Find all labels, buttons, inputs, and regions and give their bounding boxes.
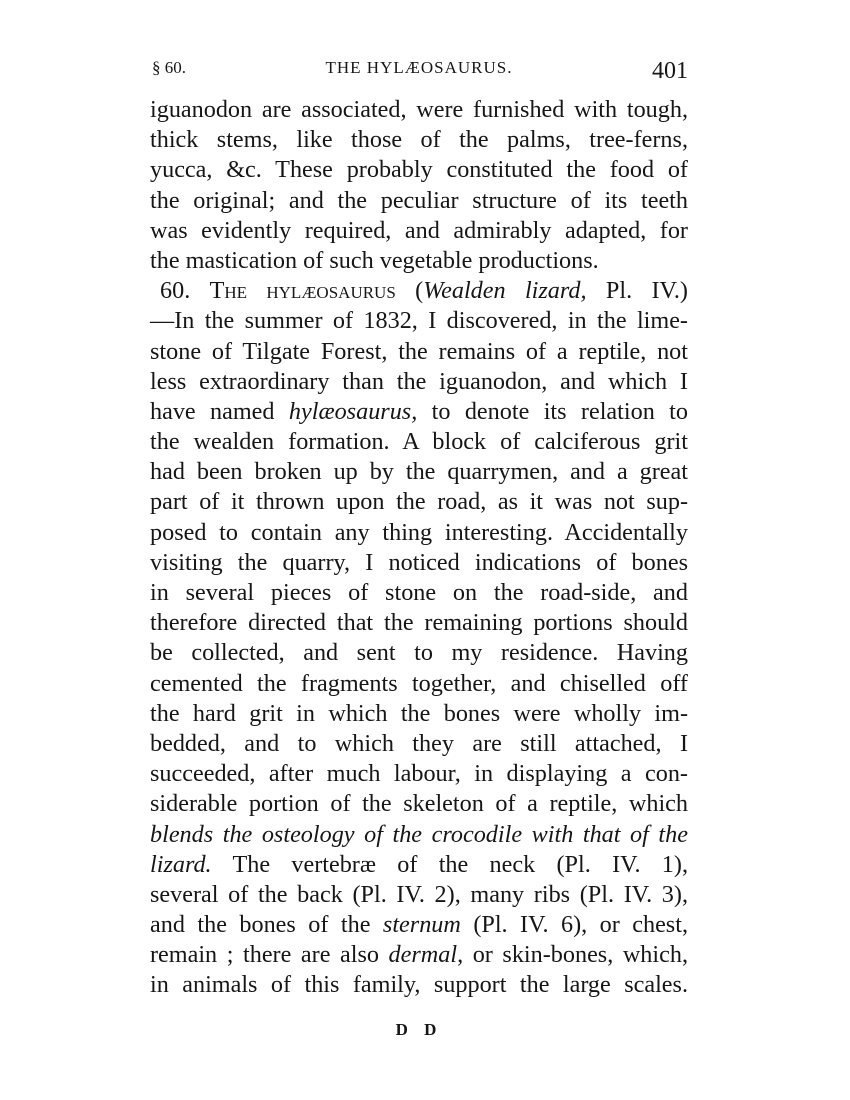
text-line: the hard grit in which the bones were wholly im- [150, 699, 688, 727]
text-line: iguanodon are associated, were furnished with tough, [150, 96, 688, 123]
text-line: cemented the fragments together, and chiselled off [150, 669, 688, 697]
text-line: in several pieces of stone on the road-side, and [150, 579, 688, 606]
text-line: have named hylæosaurus, to denote its relation to [150, 397, 688, 425]
section-heading: The hylæosaurus [209, 277, 396, 305]
text-line: the wealden formation. A block of calciferous grit [150, 428, 688, 456]
text-line: in animals of this family, support the large scales. [150, 971, 688, 999]
text-line: therefore directed that the remaining portions should [150, 609, 688, 637]
italic-term: hylæosaurus, [288, 397, 418, 425]
page-header [150, 50, 688, 90]
text-line: 60. The hylæosaurus (Wealden lizard, Pl. IV.) [160, 277, 688, 305]
text-line: and the bones of the sternum (Pl. IV. 6), or chest, [150, 911, 688, 939]
text-line: —In the summer of 1832, I discovered, in the lime- [150, 307, 688, 335]
text-line: the mastication of such vegetable productions. [150, 246, 599, 274]
text-line: part of it thrown upon the road, as it was not sup- [150, 488, 688, 516]
italic-term: sternum [382, 911, 461, 939]
text-line: remain ; there are also dermal, or skin-bones, which, [150, 941, 688, 969]
signature-mark: D D [395, 1020, 443, 1039]
text-line: less extraordinary than the iguanodon, and which I [150, 367, 688, 395]
text-line: siderable portion of the skeleton of a reptile, which [150, 790, 688, 818]
text-line: several of the back (Pl. IV. 2), many ribs (Pl. IV. 3), [150, 880, 688, 908]
italic-term: lizard. [150, 850, 212, 878]
text-line: was evidently required, and admirably adapted, for [150, 216, 688, 244]
text-line: had been broken up by the quarrymen, and a great [150, 458, 688, 486]
text-line: be collected, and sent to my residence. Having [150, 639, 688, 667]
italic-text-line: blends the osteology of the crocodile with that of the [150, 820, 688, 848]
heading-gloss: Wealden lizard, [423, 277, 587, 305]
section-number: 60. [160, 277, 210, 305]
text-line: bedded, and to which they are still attached, I [150, 729, 688, 757]
text-line: posed to contain any thing interesting. Accidentally [150, 518, 688, 546]
page-number: 401 [652, 58, 688, 84]
text-line: stone of Tilgate Forest, the remains of a reptile, not [150, 337, 688, 365]
section-mark: § 60. [152, 58, 186, 77]
text-line: lizard. The vertebræ of the neck (Pl. IV. 1), [150, 850, 688, 878]
text-line: succeeded, after much labour, in displaying a con- [150, 760, 688, 788]
text-line: yucca, &c. These probably constituted the food of [150, 156, 688, 184]
text-line: thick stems, like those of the palms, tree-ferns, [150, 126, 688, 154]
text-line: visiting the quarry, I noticed indications of bones [150, 548, 688, 576]
italic-term: dermal, [388, 941, 464, 969]
running-title: THE HYLÆOSAURUS. [325, 58, 513, 77]
body-text [150, 95, 688, 1001]
text-line: the original; and the peculiar structure of its teeth [150, 186, 688, 214]
